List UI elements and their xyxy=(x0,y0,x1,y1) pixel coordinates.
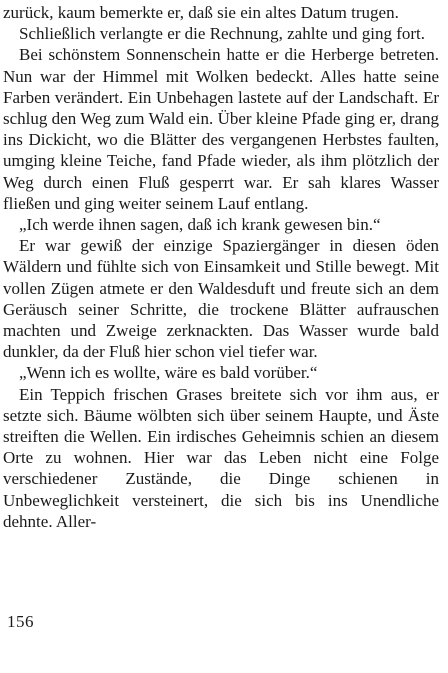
page-number: 156 xyxy=(7,612,34,631)
paragraph: Bei schönstem Sonnenschein hatte er die Herberge betreten. Nun war der Himmel mit Wolken bedeckt. Alles hatte seine Farben verändert. Ein Unbehagen lastete auf der Landschaft. Er schlug den Weg zum Wald ein. Über kleine Pfade ging er, drang ins Dickicht, wo die Blätter des vergangenen Herbstes faulten, umging kleine Teiche, fand Pfade wieder, als ihm plötzlich der Weg durch einen Fluß gesperrt war. Er sah klares Wasser fließen und ging weiter seinem Lauf entlang. xyxy=(3,45,439,213)
book-page xyxy=(3,2,439,671)
paragraph: Schließlich verlangte er die Rechnung, zahlte und ging fort. xyxy=(19,24,425,44)
paragraph: zurück, kaum bemerkte er, daß sie ein altes Datum trugen. xyxy=(3,3,399,22)
body-text xyxy=(3,2,439,532)
paragraph: Ein Teppich frischen Grases breitete sich vor ihm aus, er setzte sich. Bäume wölbten sich über seinem Haupte, und Äste streiften die Wellen. Ein irdisches Geheimnis schien an diesem Orte zu wohnen. Hier war das Leben nicht eine Folge verschiedener Zustände, die Dinge schienen in Unbeweglichkeit versteinert, die sich bis ins Unendliche dehnte. Aller- xyxy=(3,384,439,531)
quoted-thought: „Wenn ich es wollte, wäre es bald vorüber.“ xyxy=(19,363,318,383)
quoted-thought: „Ich werde ihnen sagen, daß ich krank gewesen bin.“ xyxy=(19,215,381,235)
paragraph: Er war gewiß der einzige Spaziergänger in diesen öden Wäldern und fühlte sich von Einsamkeit und Stille bewegt. Mit vollen Zügen atmete er den Waldesduft und freute sich an dem Geräusch seiner Schritte, die trockene Blätter aufrauschen machten und Zweige zerknackten. Das Wasser wurde bald dunkler, da der Fluß hier schon viel tiefer war. xyxy=(3,236,439,362)
